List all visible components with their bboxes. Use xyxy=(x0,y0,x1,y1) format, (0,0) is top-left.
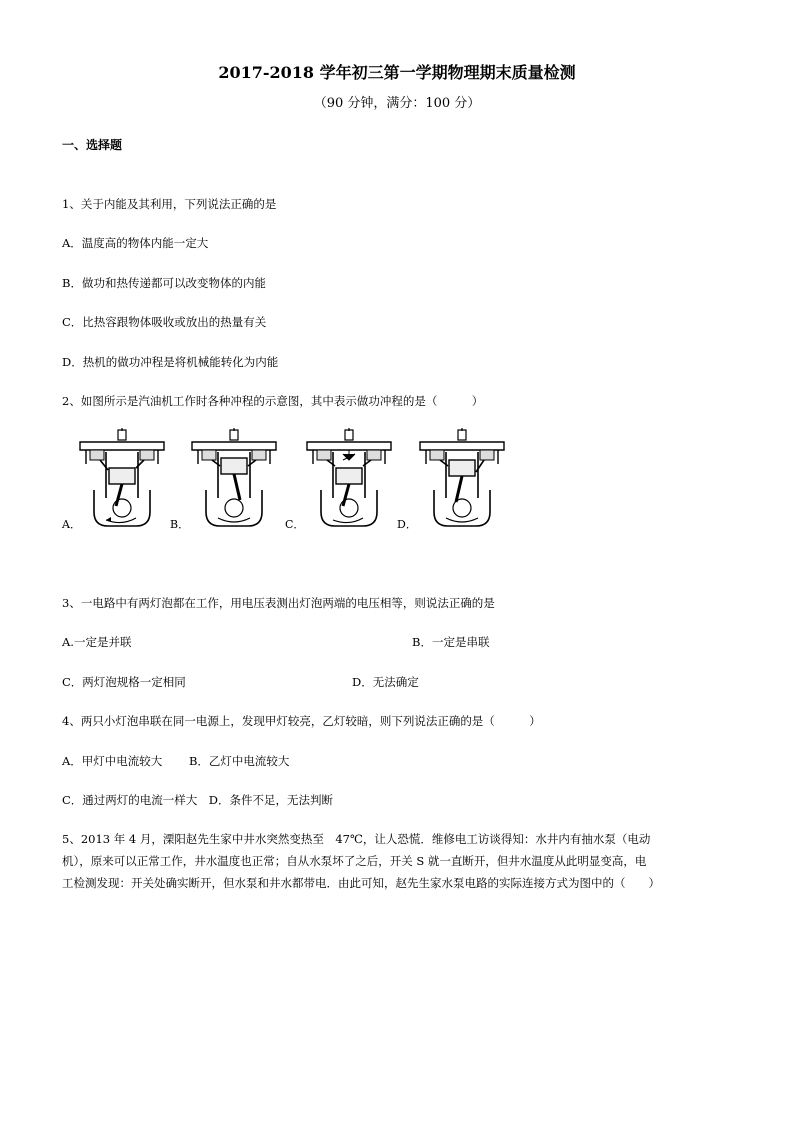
q3-option-a: A.一定是并联 xyxy=(62,635,132,649)
q3-option-b: B．一定是串联 xyxy=(412,635,490,649)
q5-line-2: 机），原来可以正常工作，井水温度也正常；自从水泵坏了之后，开关 S 就一直断开，但井水温度从此明显变高，电 xyxy=(62,854,647,868)
q1-option-d: D．热机的做功冲程是将机械能转化为内能 xyxy=(62,355,279,369)
q1-option-c: C．比热容跟物体吸收或放出的热量有关 xyxy=(62,315,267,329)
q5-line-1: 5、2013 年 4 月，溧阳赵先生家中井水突然变热至 47℃，让人恐慌．维修电工访谈得知：水井内有抽水泵（电动 xyxy=(62,832,651,846)
engine-b-figure xyxy=(188,428,280,528)
engine-label-d: D． xyxy=(397,518,417,531)
engine-a-figure xyxy=(76,428,168,528)
engine-diagram-b xyxy=(188,428,280,528)
q3-option-d: D．无法确定 xyxy=(352,675,419,689)
exam-title: 2017-2018 学年初三第一学期物理期末质量检测 xyxy=(218,63,576,82)
exam-subtitle: （90 分钟，满分：100 分） xyxy=(313,96,481,111)
q4-options-cd: C．通过两灯的电流一样大 D．条件不足，无法判断 xyxy=(62,793,334,807)
q1-option-b: B．做功和热传递都可以改变物体的内能 xyxy=(62,276,266,290)
section-heading: 一、选择题 xyxy=(62,138,123,152)
engine-diagram-a xyxy=(76,428,168,528)
engine-d-figure xyxy=(416,428,508,528)
q1-option-a: A．温度高的物体内能一定大 xyxy=(62,236,209,250)
q4-stem: 4、两只小灯泡串联在同一电源上，发现甲灯较亮，乙灯较暗，则下列说法正确的是（ ） xyxy=(62,714,541,728)
engine-c-figure xyxy=(303,428,395,528)
q5-line-3: 工检测发现：开关处确实断开，但水泵和井水都带电．由此可知，赵先生家水泵电路的实际连接方式为图中的（ ） xyxy=(62,876,660,890)
q2-stem: 2、如图所示是汽油机工作时各种冲程的示意图，其中表示做功冲程的是（ ） xyxy=(62,394,484,408)
q3-stem: 3、一电路中有两灯泡都在工作，用电压表测出灯泡两端的电压相等，则说法正确的是 xyxy=(62,596,495,610)
q1-stem: 1、关于内能及其利用，下列说法正确的是 xyxy=(62,197,277,211)
engine-label-b: B． xyxy=(170,518,190,531)
q4-options-ab: A．甲灯中电流较大 B．乙灯中电流较大 xyxy=(62,754,290,768)
engine-label-c: C． xyxy=(285,518,305,531)
engine-diagram-d xyxy=(416,428,508,528)
q3-option-c: C．两灯泡规格一定相同 xyxy=(62,675,186,689)
engine-label-a: A． xyxy=(62,518,81,531)
engine-diagram-c xyxy=(303,428,395,528)
